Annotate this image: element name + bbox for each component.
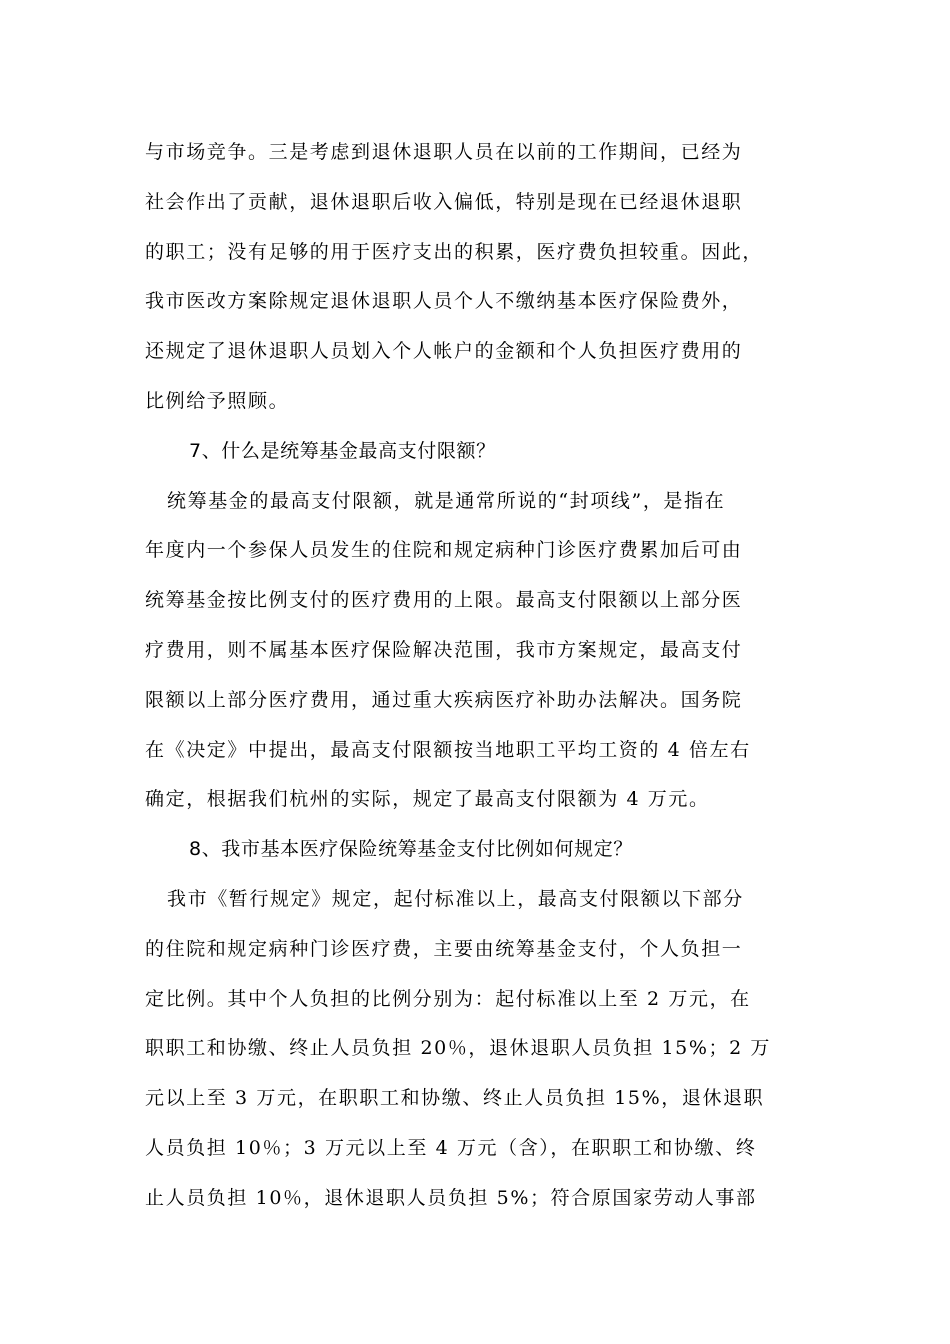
intro-paragraph [145, 128, 815, 427]
text-line: 职职工和协缴、终止人员负担 20％，退休退职人员负担 15%；2 万 [145, 1037, 772, 1060]
text-line: 统筹基金按比例支付的医疗费用的上限。最高支付限额以上部分医 [145, 589, 743, 612]
section-8 [145, 825, 815, 1223]
text-line: 确定，根据我们杭州的实际，规定了最高支付限额为 4 万元。 [145, 788, 710, 811]
section-8-heading: 8、我市基本医疗保险统筹基金支付比例如何规定？ [189, 838, 633, 861]
text-line: 人员负担 10％；3 万元以上至 4 万元（含），在职职工和协缴、终 [145, 1136, 757, 1159]
text-line: 限额以上部分医疗费用，通过重大疾病医疗补助办法解决。国务院 [145, 688, 743, 711]
text-line: 社会作出了贡献，退休退职后收入偏低，特别是现在已经退休退职 [145, 190, 743, 213]
text-line: 我市《暂行规定》规定，起付标准以上，最高支付限额以下部分 [167, 887, 744, 910]
text-line: 在《决定》中提出，最高支付限额按当地职工平均工资的 4 倍左右 [145, 738, 751, 761]
text-line: 定比例。其中个人负担的比例分别为：起付标准以上至 2 万元，在 [145, 987, 751, 1010]
section-7-heading: 7、什么是统筹基金最高支付限额？ [189, 439, 496, 462]
text-line: 比例给予照顾。 [145, 389, 290, 412]
section-7 [145, 427, 815, 825]
text-line: 止人员负担 10％，退休退职人员负担 5%；符合原国家劳动人事部 [145, 1186, 757, 1209]
text-line: 疗费用，则不属基本医疗保险解决范围，我市方案规定，最高支付 [145, 638, 743, 661]
document-body [145, 128, 815, 1224]
text-line: 统筹基金的最高支付限额，就是通常所说的“封项线”，是指在 [167, 489, 726, 512]
text-line: 元以上至 3 万元，在职职工和协缴、终止人员负担 15%，退休退职 [145, 1087, 765, 1110]
text-line: 还规定了退休退职人员划入个人帐户的金额和个人负担医疗费用的 [145, 340, 743, 363]
text-line: 的职工；没有足够的用于医疗支出的积累，医疗费负担较重。因此， [145, 240, 764, 263]
text-line: 年度内一个参保人员发生的住院和规定病种门诊医疗费累加后可由 [145, 539, 743, 562]
text-line: 与市场竞争。三是考虑到退休退职人员在以前的工作期间，已经为 [145, 141, 743, 163]
text-line: 我市医改方案除规定退休退职人员个人不缴纳基本医疗保险费外， [145, 290, 743, 313]
text-line: 的住院和规定病种门诊医疗费，主要由统筹基金支付，个人负担一 [145, 937, 743, 960]
